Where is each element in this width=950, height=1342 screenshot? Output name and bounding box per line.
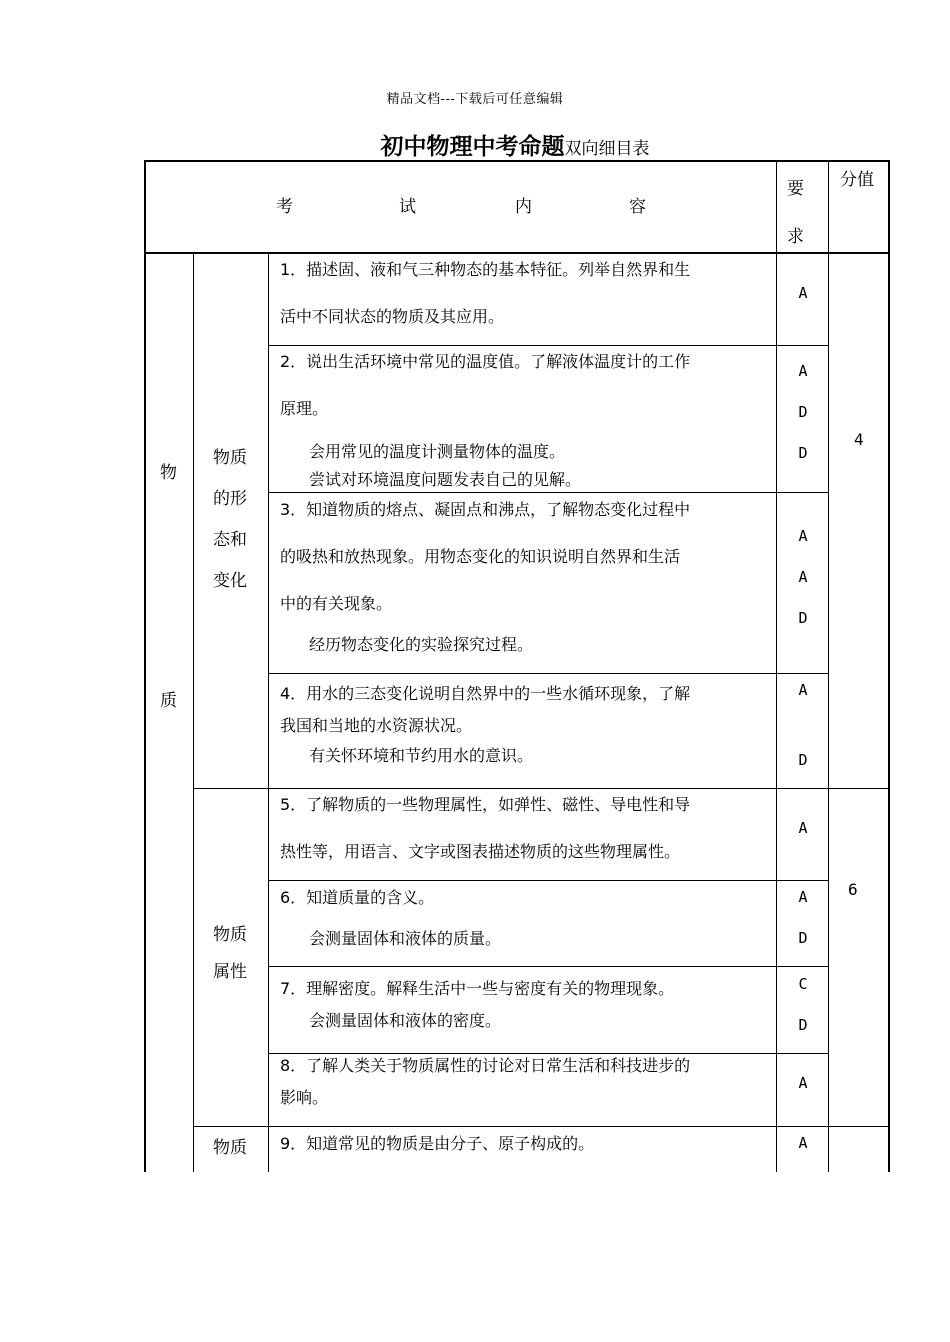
section-line: 变化 [213,571,247,591]
item-text [280,338,690,432]
item-text [280,1050,690,1114]
item-text [280,884,434,912]
req-code: A [798,1074,808,1092]
section-line: 物质 [213,925,247,945]
section-line: 态和 [213,530,247,550]
page-title [0,128,950,161]
req-code: D [798,444,808,462]
section-score: 4 [854,430,864,449]
row-divider [268,673,828,674]
item-text [280,1130,594,1158]
item-text [309,1007,501,1035]
table-border-top [144,160,890,162]
watermark-text: 精品文档---下载后可任意编辑 [386,92,564,107]
req-code: A [798,819,808,837]
item-line: 中的有关现象。 [280,594,393,613]
header-char: 容 [629,197,646,217]
theme-char: 质 [160,691,177,711]
header-char: 试 [399,197,416,217]
col-line-score [828,160,829,1172]
req-code: A [798,1134,808,1152]
section-label [213,438,247,602]
item-line: 有关怀环境和节约用水的意识。 [309,746,534,765]
req-code: D [798,1016,808,1034]
req-code: A [798,527,808,545]
item-line: 影响。 [280,1088,329,1107]
req-code: D [798,929,808,947]
item-line: 3．知道物质的熔点、凝固点和沸点，了解物态变化过程中 [280,500,691,519]
item-line: 的吸热和放热现象。用物态变化的知识说明自然界和生活 [280,547,681,566]
header-score: 分值 [840,170,874,190]
item-text [309,925,501,953]
title-main: 初中物理中考命题 [380,134,565,160]
item-line: 6．知道质量的含义。 [280,888,435,907]
req-code: A [798,568,808,586]
col-line-requirement [776,160,777,1172]
section-score: 6 [848,880,858,899]
req-code: A [798,681,808,699]
item-text [280,246,690,340]
req-code: C [798,975,808,993]
row-divider [268,966,828,967]
item-line: 2．说出生活环境中常见的温度值。了解液体温度计的工作 [280,352,691,371]
item-line: 经历物态变化的实验探究过程。 [309,635,534,654]
item-line: 我国和当地的水资源状况。 [280,716,473,735]
section-line: 物质 [213,1138,247,1158]
row-divider [268,880,828,881]
req-code: D [798,403,808,421]
item-line: 1．描述固、液和气三种物态的基本特征。列举自然界和生 [280,260,691,279]
section-line: 属性 [213,962,247,982]
col-line-section [268,254,269,1172]
header-requirement [787,165,804,261]
col-line-theme [193,254,194,1172]
item-text [280,678,690,742]
header-char: 求 [787,227,804,247]
item-line: 会测量固体和液体的质量。 [309,929,502,948]
item-text [280,975,674,1003]
header-char: 要 [787,179,804,199]
req-code: A [798,284,808,302]
section-line: 物质 [213,448,247,468]
item-line: 5．了解物质的一些物理属性，如弹性、磁性、导电性和导 [280,795,691,814]
item-line: 会用常见的温度计测量物体的温度。 [309,442,566,461]
item-text [280,781,690,875]
section-label [213,1133,247,1158]
req-code: A [798,362,808,380]
item-line: 活中不同状态的物质及其应用。 [280,307,505,326]
header-char: 内 [515,197,532,217]
table-border-left [144,160,146,1172]
req-code: D [798,751,808,769]
item-text [309,742,533,770]
item-line: 9．知道常见的物质是由分子、原子构成的。 [280,1134,595,1153]
item-text [280,486,690,627]
section-line: 的形 [213,489,247,509]
req-code: A [798,888,808,906]
item-line: 尝试对环境温度问题发表自己的见解。 [309,470,582,489]
theme-char: 物 [160,463,177,483]
header-char: 考 [276,197,293,217]
item-line: 原理。 [280,399,329,418]
item-line: 热性等，用语言、文字或图表描述物质的这些物理属性。 [280,842,681,861]
table-border-right [888,160,890,1172]
req-code: D [798,609,808,627]
item-line: 7．理解密度。解释生活中一些与密度有关的物理现象。 [280,979,675,998]
row-divider [193,1126,890,1127]
item-text [309,631,533,659]
item-line: 8．了解人类关于物质属性的讨论对日常生活和科技进步的 [280,1056,691,1075]
title-sub: 双向细目表 [564,139,650,159]
section-label [213,917,247,991]
item-line: 会测量固体和液体的密度。 [309,1011,502,1030]
item-line: 4．用水的三态变化说明自然界中的一些水循环现象，了解 [280,684,691,703]
